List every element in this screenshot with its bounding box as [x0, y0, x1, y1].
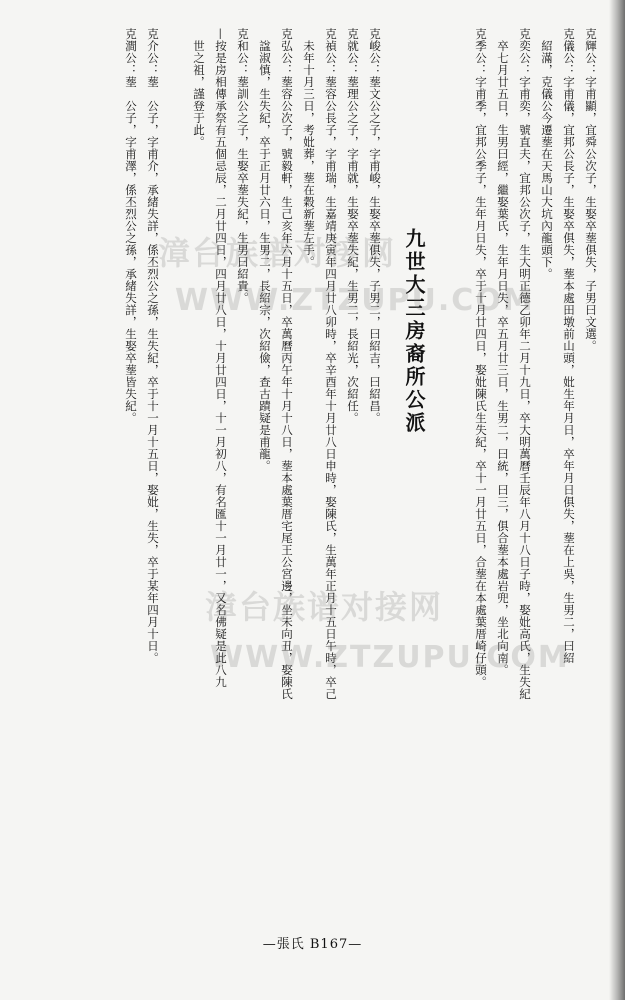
watermark-text: 漳台族谱对接网: [205, 588, 444, 626]
entry-column: 克和公：塟訓公之子，生娶卒塟失紀，生男曰紹貴。: [236, 28, 250, 304]
entry-column: 卒七月廿五日，生男曰經，繼娶葉氏，生年月日失，卒五月廿三日，生男二，曰統，曰三，俱合塟本處岩兜，坐北向南。: [496, 28, 510, 676]
entry-column: 克弘公：塟容公次子，號毅軒，生己亥年六月十五日，卒萬曆丙午年十月十八日，塟本處葉厝宅尾王公宮邊，坐未向丑，娶陳氏: [280, 28, 294, 700]
entry-column: 克輝公：字甫顯，宜舜公次子，生娶卒塟俱失，子男曰文選。: [584, 28, 598, 352]
entry-column: 諡淑慎，生失紀，卒于正月廿六日，生男二，長紹宗，次紹儉，查古蹟疑是甫龍。: [258, 28, 272, 472]
entry-column: 克介公：塟 公子，字甫介，承緒失詳，係丕烈公之孫，生失紀，卒于十一月十五日，娶妣，生失，卒于某年四月十日。: [146, 28, 160, 664]
entry-column: 未年十月三日，考妣葬，塟在穀新塟左手。: [302, 28, 316, 268]
watermark-text: 漳台族谱对接网: [158, 234, 397, 272]
scan-shadow-edge: [609, 0, 625, 1000]
section-title: 九世大三房裔所公派: [402, 228, 426, 435]
watermark-url: WWW.ZTZUPU.COM: [210, 640, 570, 675]
entry-column: 克澗公：塟 公子，字甫澤，係丕烈公之孫，承緒失詳，生娶卒塟皆失紀。: [124, 28, 138, 424]
page-footer: —張氏 B167—: [262, 937, 363, 952]
entry-column: 克就公：塟理公之子，字甫就，生娶卒塟失紀，生男二，長紹光，次紹任。: [346, 28, 360, 424]
entry-column: 世之祖，謹登于此。: [192, 28, 206, 148]
entry-column: 克禎公：塟容公長子，字甫瑞，生嘉靖庚寅年四月廿八卯時，卒辛酉年十月廿八日申時，娶陳氏，生萬年正月十五日午時，卒己: [324, 28, 338, 700]
genealogy-text-block: [100, 28, 600, 888]
entry-column: 克儀公：字甫儀，宜邦公長子，生娶卒俱失，塟本處田墩前山頭，妣生年月日，卒年月日俱失，塟在上吳，生男二，曰紹: [562, 28, 576, 664]
entry-column: 克奕公：字甫奕，號直夫，宜邦公次子，生大明正德乙卯年二月十九日，卒大明萬曆壬辰年八月十八日子時，娶妣高氏，生失紀: [518, 28, 532, 700]
watermark-url: WWW.ZTZUPU.COM: [175, 283, 535, 318]
entry-column: —按是房相傳承祭有五個忌辰，二月廿四日，四月廿八日，十月廿四日，十一月初八，有名匯十一月廿一，又名佛疑是此八九: [214, 28, 228, 688]
entry-column: 紹滿，克儀公今遷塟在天馬山大坑內龍頭下。: [540, 28, 554, 280]
entry-column: 克峻公：塟文公之子，字甫峻，生娶卒塟俱失，子男二，曰紹吉，曰紹昌。: [368, 28, 382, 424]
entry-column: 克季公：字甫季，宜邦公季子，生年月日失，卒于十月廿四日，娶妣陳氏生失紀，卒十一月廿五日，合塟在本處葉厝崎仔頭。: [474, 28, 488, 688]
